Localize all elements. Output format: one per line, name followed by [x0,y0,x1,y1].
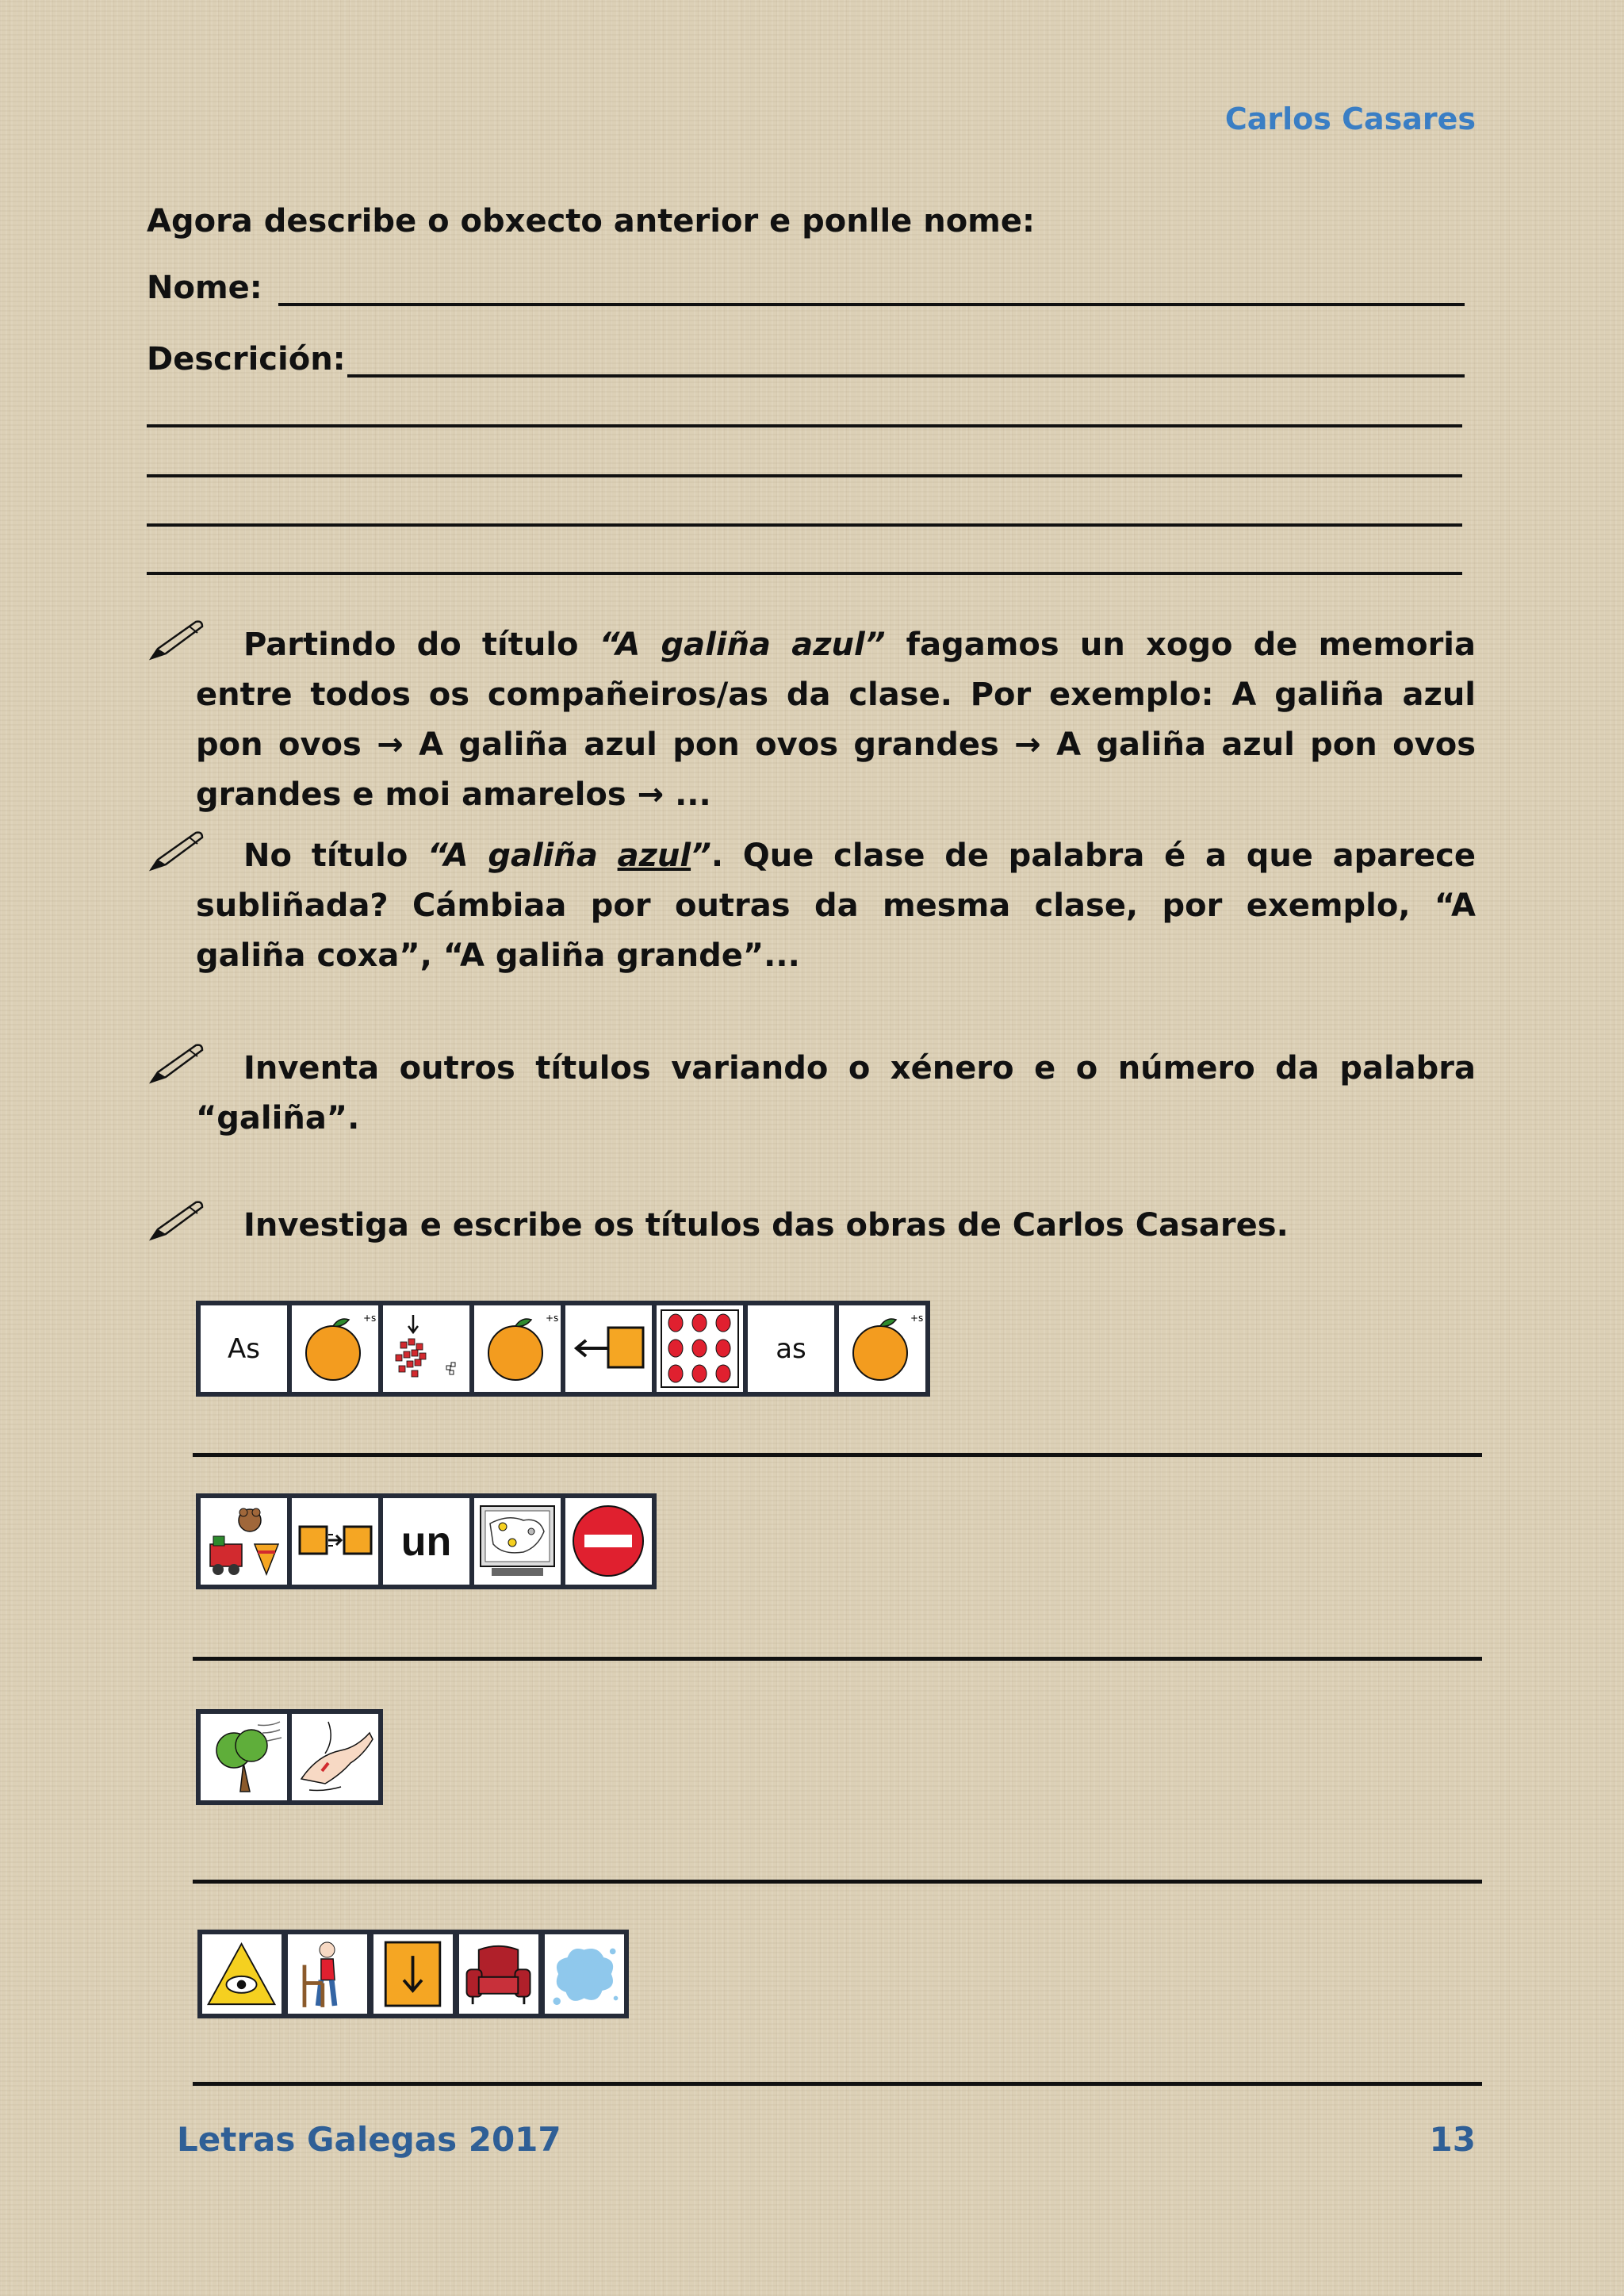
pen-icon [147,1041,205,1087]
footer-title: Letras Galegas 2017 [177,2120,561,2159]
pictogram-as: As [201,1305,287,1392]
blue-splash-icon [545,1934,624,2014]
description-label: Descrición: [147,341,346,378]
activity-memory-game: Partindo do título “A galiña azul” fagamos un xogo de memoria entre todos os compañeiros/as da clase. Por exemplo: A galiña azul pon ovos → A galiña azul pon ovos grandes → A galiña azul pon ovos grandes e moi amarelos → ... [147,620,1476,820]
activity-research-works: Investiga e escribe os títulos das obras de Carlos Casares. [147,1201,1476,1251]
pictogram-strip-3 [196,1709,383,1805]
answer-line-2[interactable] [193,1657,1482,1661]
arrow-down-box-icon [373,1934,453,2014]
name-line[interactable] [278,278,1465,306]
writing-line[interactable] [147,474,1462,477]
pictogram-un: un [383,1498,469,1585]
header-author: Carlos Casares [1224,102,1476,136]
answer-line-4[interactable] [193,2082,1482,2086]
pen-icon [147,1198,205,1244]
writing-line[interactable] [147,424,1462,427]
arrow-to-box-icon [565,1305,652,1392]
transform-icon [292,1498,378,1585]
pictogram-strip-2 [196,1493,657,1589]
describe-prompt: Agora describe o obxecto anterior e ponlle nome: [147,203,1035,240]
svg-text:+s: +s [363,1313,377,1324]
orange-plural-icon [292,1305,378,1392]
activity-word-class: No título “A galiña azul”. Que clase de palabra é a que aparece subliñada? Cámbiaa por outras da mesma clase, por exemplo, “A galiña coxa”, “A galiña grande”... [147,831,1476,981]
activity-invent-titles: Inventa outros títulos variando o xénero e o número da palabra “galiña”. [147,1044,1476,1144]
hand-wound-icon [292,1714,378,1800]
pen-icon [147,828,205,874]
answer-line-1[interactable] [193,1453,1482,1457]
orange-plural-icon [474,1305,561,1392]
red-dots-icon [657,1305,743,1392]
svg-text:+s: +s [546,1313,559,1324]
name-field[interactable] [147,270,1465,306]
boy-chair-icon [288,1934,367,2014]
eye-triangle-icon [202,1934,282,2014]
pictogram-strip-1 [196,1301,930,1397]
description-field[interactable] [147,341,1465,378]
toys-icon [201,1498,287,1585]
pictogram-strip-4 [197,1930,629,2018]
tree-wind-icon [201,1714,287,1800]
svg-text:+s: +s [910,1313,924,1324]
name-label: Nome: [147,270,262,306]
map-screen-icon [474,1498,561,1585]
orange-plural-icon [839,1305,925,1392]
writing-line[interactable] [147,572,1462,575]
no-entry-icon [565,1498,652,1585]
page-number: 13 [1429,2120,1476,2159]
writing-line[interactable] [147,523,1462,527]
pen-icon [147,617,205,663]
armchair-icon [459,1934,538,2014]
quantity-icon [383,1305,469,1392]
answer-line-3[interactable] [193,1880,1482,1884]
pictogram-as-lower: as [748,1305,834,1392]
description-line[interactable] [347,349,1465,378]
